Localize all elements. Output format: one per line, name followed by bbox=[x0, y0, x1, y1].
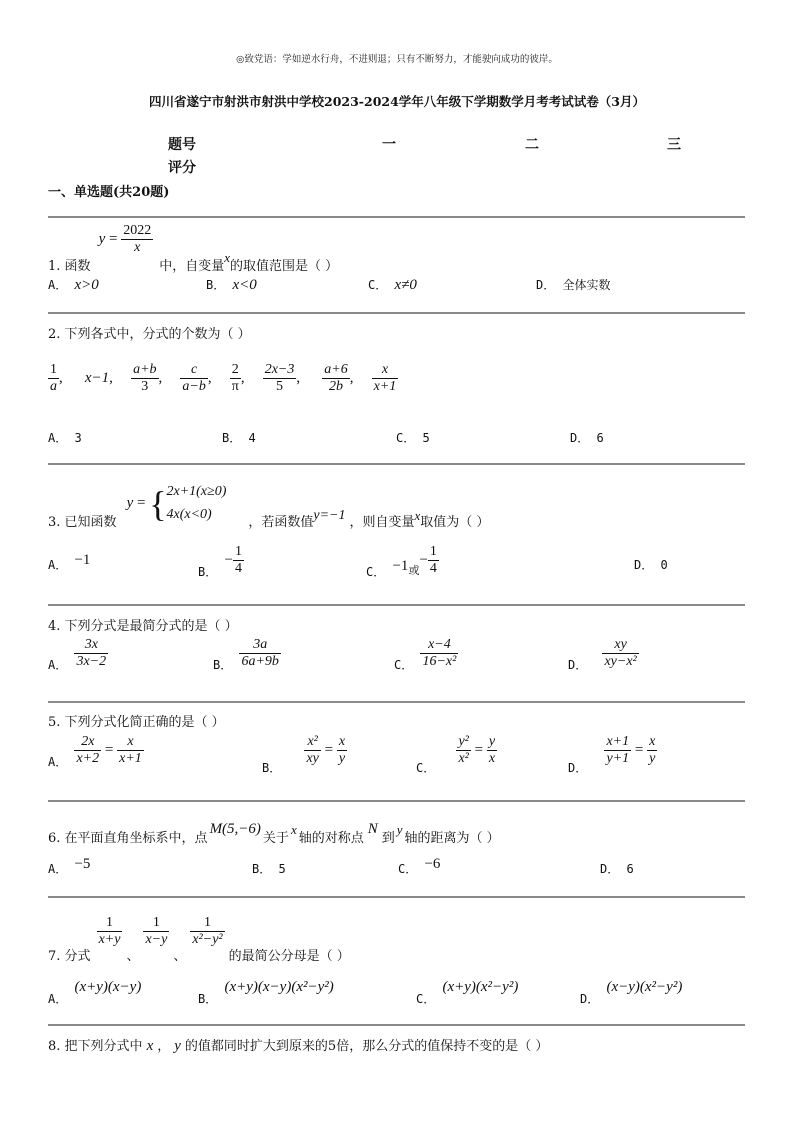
question-2: 2. 下列各式中，分式的个数为（ ） bbox=[48, 327, 251, 342]
exam-title: 四川省遂宁市射洪市射洪中学校2023-2024学年八年级下学期数学月考考试试卷（3月） bbox=[149, 94, 645, 109]
section-heading: 一、单选题(共20题) bbox=[48, 185, 170, 200]
question-5: 5. 下列分式化简正确的是（ ） bbox=[48, 715, 225, 730]
q2-option-b[interactable]: B． 4 bbox=[222, 431, 256, 445]
q6-option-d[interactable]: D． 6 bbox=[600, 862, 634, 876]
q2-expr-6: $\frac{2x-3}{5}$ bbox=[264, 362, 295, 395]
divider bbox=[48, 216, 745, 218]
q4-option-d[interactable]: D． $\frac{xy}{\text{xy−x²}}$ bbox=[568, 637, 637, 673]
q7-option-b[interactable]: B． (x+y)(x−y)(x²−y²) bbox=[198, 979, 334, 1006]
q3-option-b[interactable]: B． − $\frac{1}{4}$ bbox=[198, 544, 242, 580]
q4-option-a[interactable]: A． $\frac{3x}{3x-2}$ bbox=[48, 637, 107, 673]
q5-option-a[interactable]: A． $\frac{2x}{x+2}$ = $\frac{x}{x+1}$ bbox=[48, 734, 142, 770]
q7-fraction-1: $\frac{1}{x+y}$ bbox=[98, 914, 121, 947]
question-8: 8. 把下列分式中 x ， y 的值都同时扩大到原来的5倍，那么分式的值保持不变的是（ ） bbox=[48, 1038, 549, 1054]
q2-option-d[interactable]: D． 6 bbox=[570, 431, 604, 445]
divider bbox=[48, 604, 745, 606]
q4-option-c[interactable]: C． $\frac{x-4}{\text{16−x²}}$ bbox=[394, 637, 457, 673]
question-3: 3. 已知函数 y = { 2x+1(x≥0) 4x(x<0) ，若函数值 y=−1 ，则自变量 x 取值为（ ） bbox=[48, 480, 489, 530]
q1-option-b[interactable]: B． x<0 bbox=[206, 277, 257, 293]
q2-option-c[interactable]: C． 5 bbox=[396, 431, 430, 445]
score-table-row-label-number: 题号 bbox=[168, 137, 196, 153]
piecewise-function: y = { 2x+1(x≥0) 4x(x<0) bbox=[126, 483, 227, 524]
q6-option-a[interactable]: A． −5 bbox=[48, 856, 91, 876]
q3-option-c[interactable]: C． −1或− $\frac{1}{4}$ bbox=[366, 544, 437, 580]
q1-option-d[interactable]: D． 全体实数 bbox=[536, 278, 611, 292]
q7-option-a[interactable]: A． (x+y)(x−y) bbox=[48, 979, 142, 1006]
q7-option-d[interactable]: D． (x−y)(x²−y²) bbox=[580, 979, 683, 1006]
q6-option-b[interactable]: B． 5 bbox=[252, 862, 286, 876]
q2-expr-8: $\frac{x}{x+1}$ bbox=[373, 362, 397, 395]
score-table-col-3: 三 bbox=[667, 137, 681, 153]
function-expression: y = $\frac{2022}{x}$ bbox=[98, 222, 152, 255]
divider bbox=[48, 1024, 745, 1026]
motto-line: ◎致党语：学如逆水行舟，不进则退；只有不断努力，才能驶向成功的彼岸。 bbox=[236, 54, 558, 65]
question-4: 4. 下列分式是最简分式的是（ ） bbox=[48, 619, 238, 634]
q1-option-a[interactable]: A． x>0 bbox=[48, 277, 99, 293]
q7-option-c[interactable]: C． (x+y)(x²−y²) bbox=[416, 979, 519, 1006]
q3-option-d[interactable]: D． 0 bbox=[634, 558, 668, 572]
q5-option-c[interactable]: C． $\frac{\text{y²}}{\text{x²}}$ = $\frac{y}{x}$ bbox=[416, 734, 496, 776]
divider bbox=[48, 312, 745, 314]
q2-expr-2: x−1 bbox=[84, 370, 110, 387]
q7-fraction-2: $\frac{1}{x-y}$ bbox=[145, 914, 168, 947]
divider bbox=[48, 701, 745, 703]
q2-expr-7: $\frac{a+6}{2b}$ bbox=[324, 362, 348, 395]
q7-fraction-3: $\frac{1}{\text{x²−y²}}$ bbox=[192, 914, 223, 947]
q5-option-d[interactable]: D． $\frac{x+1}{y+1}$ = $\frac{x}{y}$ bbox=[568, 734, 656, 776]
question-7: 7. 分式 $\frac{1}{x+y}$ 、 $\frac{1}{x-y}$ 、 $\frac{1}{\text{x²−y²}}$ 的最简公分母是（ ） bbox=[48, 914, 350, 964]
q4-option-b[interactable]: B． $\frac{3a}{6a+9b}$ bbox=[213, 637, 279, 673]
question-6: 6. 在平面直角坐标系中，点 M(5,−6) 关于 x 轴的对称点 N 到 y 轴的距离为（ ） bbox=[48, 821, 500, 846]
q1-option-c[interactable]: C． x≠0 bbox=[368, 277, 417, 293]
q5-option-b[interactable]: B． $\frac{\text{x²}}{xy}$ = $\frac{x}{y}$ bbox=[262, 734, 346, 776]
divider bbox=[48, 800, 745, 802]
q2-expressions: $\frac{1}{a}$ , x−1, $\frac{a+b}{3}$ , $\frac{c}{a-b}$ , $\frac{2}{\pi}$ , $\frac{2x-3}{5}$ , $\frac{a+6}{2b}$ , $\frac{x}{x+1}$ bbox=[50, 362, 397, 395]
divider bbox=[48, 896, 745, 898]
q3-option-a[interactable]: A． −1 bbox=[48, 552, 91, 572]
q2-expr-3: $\frac{a+b}{3}$ bbox=[133, 362, 157, 395]
q2-expr-1: $\frac{1}{a}$ bbox=[50, 362, 57, 395]
score-table-col-2: 二 bbox=[525, 137, 539, 153]
q6-option-c[interactable]: C． −6 bbox=[398, 856, 441, 876]
q2-expr-5: $\frac{2}{\pi}$ bbox=[231, 362, 239, 395]
question-1: 1. 函数 y = $\frac{2022}{x}$ 中，自变量 x 的取值范围是（ ） bbox=[48, 222, 339, 274]
q2-expr-4: $\frac{c}{a-b}$ bbox=[182, 362, 206, 395]
score-table-col-1: 一 bbox=[382, 137, 396, 153]
score-table-row-label-score: 评分 bbox=[168, 160, 196, 176]
q2-option-a[interactable]: A． 3 bbox=[48, 431, 82, 445]
divider bbox=[48, 463, 745, 465]
